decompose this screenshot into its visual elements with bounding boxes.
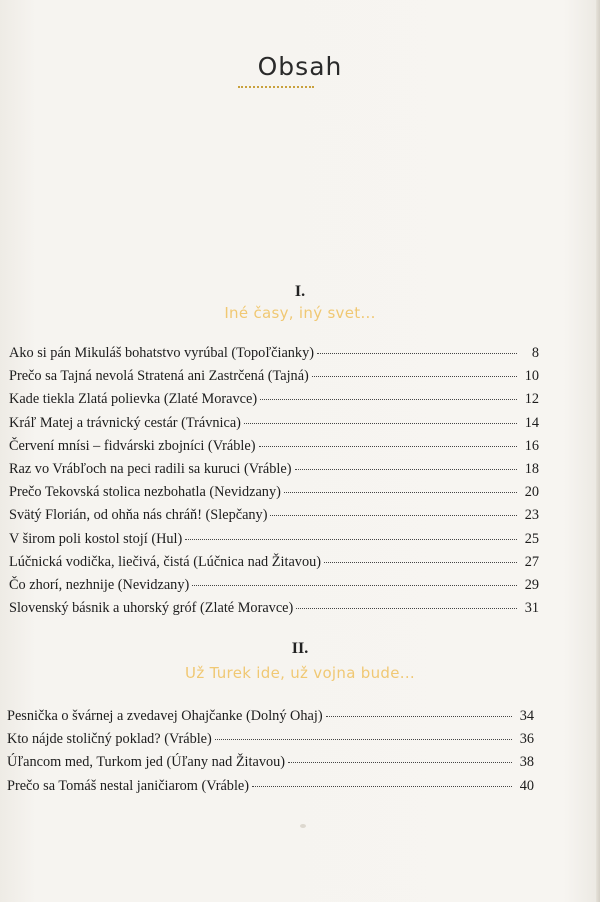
toc-entry-page: 8 <box>531 345 539 361</box>
leader-dots <box>324 562 517 563</box>
toc-entry[interactable] <box>7 708 534 731</box>
section-number: II. <box>291 640 309 657</box>
page-edge <box>596 0 600 902</box>
toc-entry[interactable] <box>9 531 539 554</box>
toc-entry-page: 18 <box>524 460 539 477</box>
toc-entry[interactable] <box>9 554 539 577</box>
leader-dots <box>270 515 517 516</box>
leader-dots <box>312 376 517 377</box>
page-title: Obsah <box>257 52 343 81</box>
toc-entry-title: Lúčnická vodička, liečivá, čistá (Lúčnica nad Žitavou) <box>9 553 322 570</box>
toc-entry-page: 10 <box>524 368 539 385</box>
leader-dots <box>317 353 517 354</box>
toc-entry-title: Raz vo Vrábľoch na peci radili sa kuruci (Vráble) <box>9 460 292 477</box>
toc-list-section-2 <box>7 708 534 801</box>
toc-entry[interactable] <box>7 754 534 777</box>
toc-entry[interactable] <box>9 438 539 461</box>
toc-entry-title: Slovenský básnik a uhorský gróf (Zlaté Moravce) <box>9 600 294 617</box>
toc-entry-title: Červení mnísi – fidvárski zbojníci (Vráble) <box>9 437 256 454</box>
toc-entry-page: 14 <box>524 414 539 431</box>
toc-entry-title: Prečo sa Tajná nevolá Stratená ani Zastrčená (Tajná) <box>9 368 309 385</box>
toc-entry-title: Prečo sa Tomáš nestal janičiarom (Vráble) <box>7 777 250 794</box>
leader-dots <box>326 716 512 717</box>
leader-dots <box>192 585 517 586</box>
toc-entry-title: V širom poli kostol stojí (Hul) <box>9 530 183 547</box>
leader-dots <box>252 786 512 787</box>
toc-entry-page: 38 <box>519 754 534 771</box>
toc-entry-page: 31 <box>524 600 539 617</box>
toc-entry-page: 16 <box>524 437 539 454</box>
toc-entry[interactable] <box>7 731 534 754</box>
leader-dots <box>259 446 518 447</box>
toc-entry[interactable] <box>9 461 539 484</box>
toc-entry[interactable] <box>9 600 539 623</box>
toc-entry[interactable] <box>9 507 539 530</box>
toc-entry-title: Prečo Tekovská stolica nezbohatla (Nevidzany) <box>9 484 281 501</box>
toc-entry[interactable] <box>9 345 539 368</box>
leader-dots <box>244 423 517 424</box>
toc-list-section-1 <box>9 345 539 623</box>
toc-entry-title: Úľancom med, Turkom jed (Úľany nad Žitavou) <box>7 754 286 771</box>
section-subtitle: Už Turek ide, už vojna bude... <box>185 664 415 682</box>
leader-dots <box>284 492 517 493</box>
toc-entry[interactable] <box>9 368 539 391</box>
leader-dots <box>260 399 517 400</box>
leader-dots <box>296 608 517 609</box>
leader-dots <box>185 539 517 540</box>
toc-entry-page: 27 <box>524 553 539 570</box>
leader-dots <box>288 762 512 763</box>
toc-entry-page: 25 <box>524 530 539 547</box>
toc-entry-page: 40 <box>519 777 534 794</box>
paper-speck <box>300 824 306 828</box>
toc-entry[interactable] <box>9 415 539 438</box>
toc-entry-page: 29 <box>524 576 539 593</box>
leader-dots <box>295 469 517 470</box>
toc-entry-page: 20 <box>524 484 539 501</box>
toc-entry-title: Ako si pán Mikuláš bohatstvo vyrúbal (Topoľčianky) <box>9 345 314 361</box>
toc-entry-page: 12 <box>524 391 539 408</box>
title-underline <box>238 86 314 90</box>
toc-entry-page: 36 <box>519 731 534 748</box>
toc-entry[interactable] <box>9 391 539 414</box>
toc-entry-title: Čo zhorí, nezhnije (Nevidzany) <box>9 576 190 593</box>
toc-entry-page: 23 <box>524 507 539 524</box>
leader-dots <box>215 739 512 740</box>
toc-entry[interactable] <box>7 778 534 801</box>
toc-entry-title: Kráľ Matej a trávnický cestár (Trávnica) <box>9 414 241 431</box>
toc-entry-title: Kto nájde stoličný poklad? (Vráble) <box>7 731 212 748</box>
section-subtitle: Iné časy, iný svet... <box>224 304 376 322</box>
section-number: I. <box>294 283 306 300</box>
toc-entry-title: Kade tiekla Zlatá polievka (Zlaté Moravce) <box>9 391 258 408</box>
toc-entry-page: 34 <box>519 708 534 724</box>
toc-entry[interactable] <box>9 577 539 600</box>
toc-entry[interactable] <box>9 484 539 507</box>
toc-entry-title: Svätý Florián, od ohňa nás chráň! (Slepčany) <box>9 507 268 524</box>
toc-entry-title: Pesnička o švárnej a zvedavej Ohajčanke (Dolný Ohaj) <box>7 708 323 724</box>
